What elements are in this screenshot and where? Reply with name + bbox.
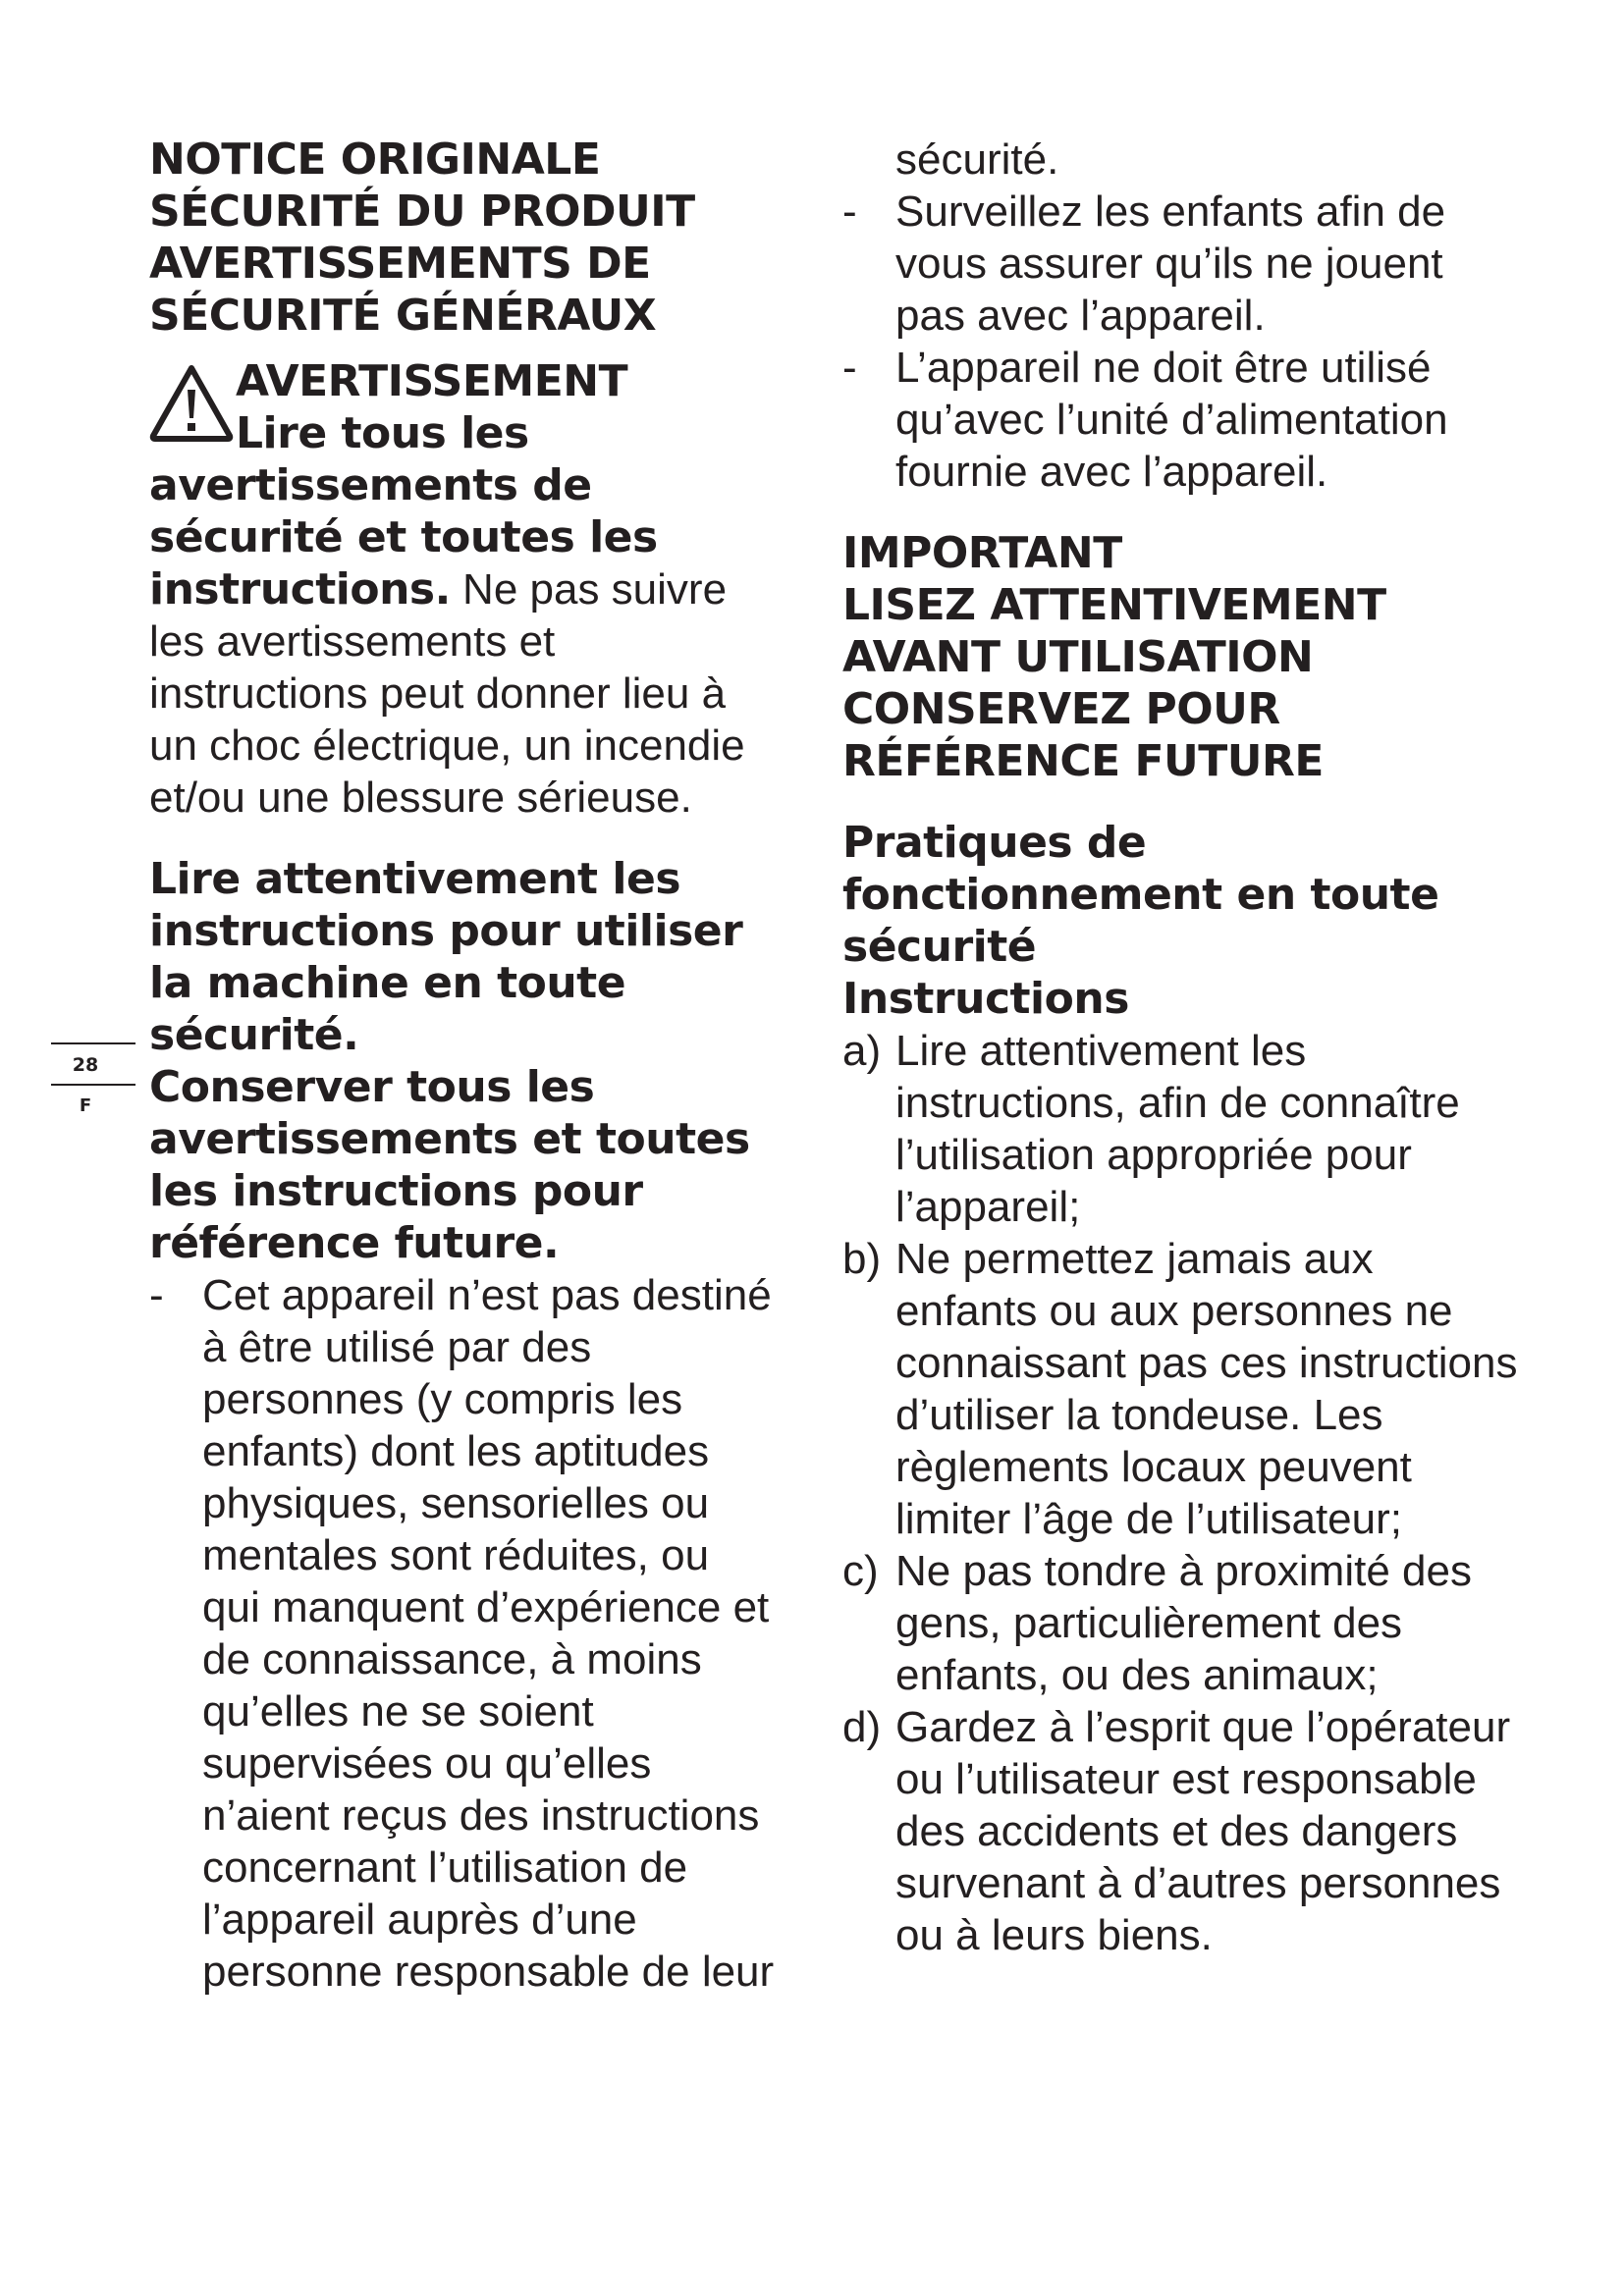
list-item-text: Ne pas tondre à proximité des gens, particulièrement des enfants, ou des animaux; (895, 1547, 1472, 1699)
important-notice (842, 527, 1520, 787)
right-column (842, 133, 1520, 1961)
important-line: CONSERVEZ POUR (842, 684, 1280, 734)
left-column (149, 133, 778, 1998)
warning-bold-text: Lire tous les avertissements de sécurité et toutes les instructions. (149, 408, 658, 614)
title-line: SÉCURITÉ DU PRODUIT (149, 187, 695, 237)
important-line: RÉFÉRENCE FUTURE (842, 736, 1324, 786)
warning-block (149, 355, 778, 824)
list-item (842, 1233, 1520, 1545)
list-item-letter: d) (842, 1703, 882, 1751)
list-item-letter: a) (842, 1027, 882, 1075)
warning-text: Ne pas suivre les avertissements et instructions peut donner lieu à un choc électrique, un incendie et/ou une blessure sérieuse. (149, 565, 745, 822)
read-instructions-text: Lire attentivement les instructions pour utiliser la machine en toute sécurité. (149, 854, 743, 1060)
list-item-text: Lire attentivement les instructions, afin de connaître l’utilisation appropriée pour l’appareil; (895, 1027, 1460, 1231)
language-code: F (79, 1095, 92, 1116)
list-item-letter: b) (842, 1235, 882, 1283)
dash-marker: - (149, 1271, 164, 1319)
dash-marker: - (842, 187, 857, 236)
list-item (842, 1545, 1520, 1701)
important-line: LISEZ ATTENTIVEMENT (842, 580, 1386, 630)
practices-heading: Pratiques de fonctionnement en toute sécurité (842, 818, 1439, 972)
list-item-text: Ne permettez jamais aux enfants ou aux personnes ne connaissant pas ces instructions d’utiliser la tondeuse. Les règlements locaux peuvent limiter l’âge de l’utilisateur; (895, 1235, 1518, 1543)
title-line: NOTICE ORIGINALE (149, 134, 601, 185)
important-line: IMPORTANT (842, 528, 1122, 578)
list-item-text: Cet appareil n’est pas destiné à être utilisé par des personnes (y compris les enfants) dont les aptitudes physiques, sensorielles ou mentales sont réduites, ou qui manquent d’expérience et de connaissance, à moins qu’elles ne se soient supervisées ou qu’elles n’aient reçus des instructions concernant l’utilisation de l’appareil auprès d’une personne responsable de leur (202, 1271, 775, 1996)
keep-instructions-text: Conserver tous les avertissements et toutes les instructions pour référence future. (149, 1062, 750, 1268)
continued-text: sécurité. (895, 135, 1059, 184)
list-item (842, 342, 1520, 498)
document-title (149, 133, 778, 342)
page-number: 28 (72, 1054, 99, 1076)
instructions-heading: Instructions (842, 974, 1129, 1024)
list-item (149, 1269, 778, 1998)
list-item (842, 186, 1520, 342)
page-marker (51, 1042, 135, 1116)
title-line: AVERTISSEMENTS DE (149, 239, 651, 289)
warning-label: AVERTISSEMENT (236, 356, 628, 406)
list-item (842, 1025, 1520, 1233)
warning-triangle-icon (149, 363, 236, 457)
list-item-text: L’appareil ne doit être utilisé qu’avec l’unité d’alimentation fournie avec l’appareil. (895, 344, 1448, 496)
dash-marker: - (842, 344, 857, 392)
warning-paragraph (149, 407, 778, 824)
list-item-letter: c) (842, 1547, 879, 1595)
page-marker-rule-bottom (51, 1084, 135, 1086)
important-line: AVANT UTILISATION (842, 632, 1314, 682)
list-item-text: Gardez à l’esprit que l’opérateur ou l’utilisateur est responsable des accidents et des dangers survenant à d’autres personnes ou à leurs biens. (895, 1703, 1511, 1959)
list-item-text: Surveillez les enfants afin de vous assurer qu’ils ne jouent pas avec l’appareil. (895, 187, 1446, 340)
title-line: SÉCURITÉ GÉNÉRAUX (149, 291, 657, 341)
list-item (842, 1701, 1520, 1961)
